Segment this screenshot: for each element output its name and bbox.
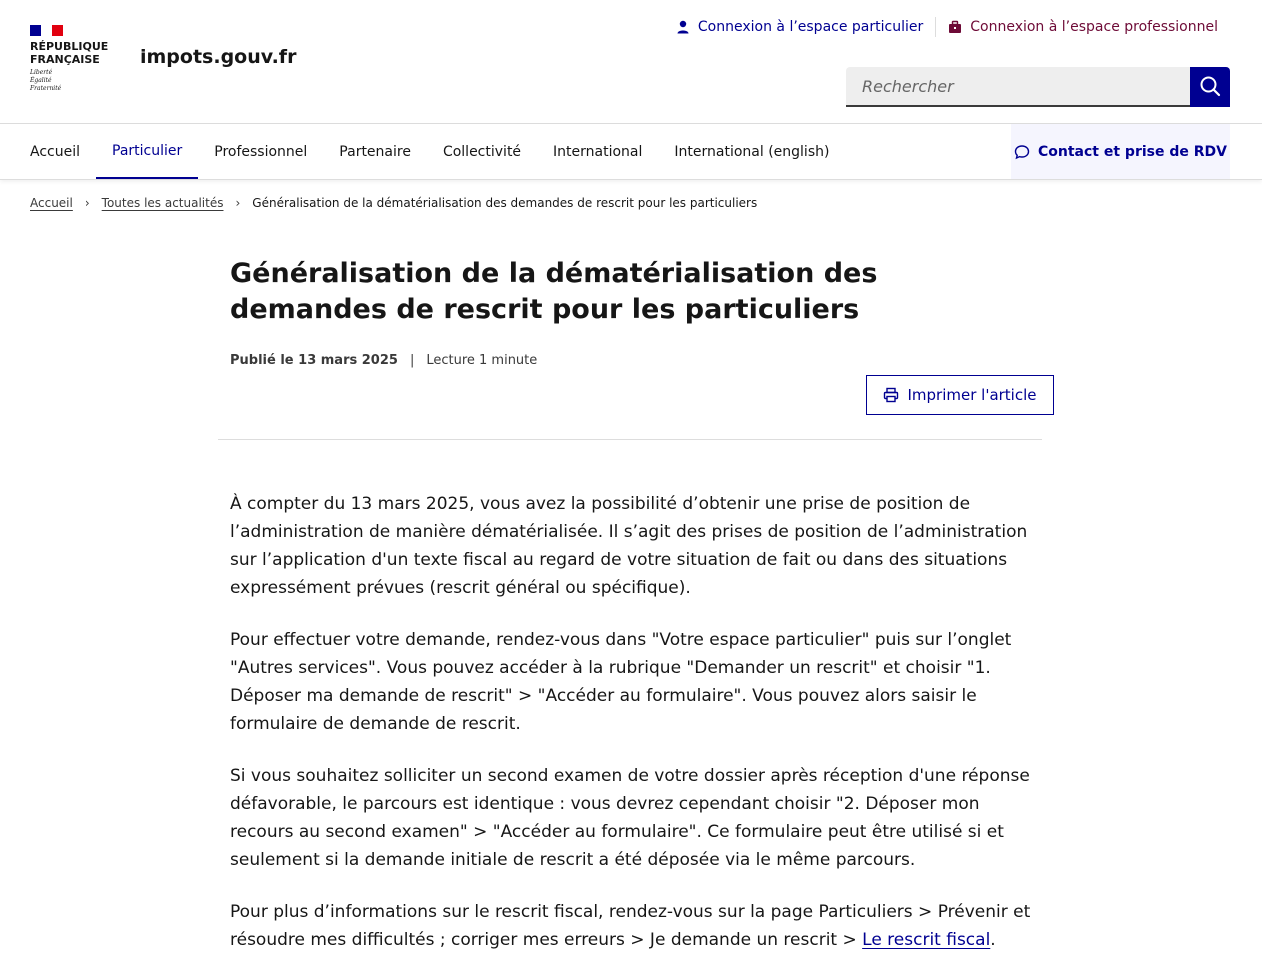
- nav-item-accueil[interactable]: Accueil: [30, 143, 80, 160]
- chat-bubble-icon: [1014, 144, 1030, 160]
- article-paragraph-4-text: Pour plus d’informations sur le rescrit fiscal, rendez-vous sur la page Particuliers > Prévenir et résoudre mes difficultés ; corriger mes erreurs > Je demande un rescrit >: [230, 902, 1031, 950]
- briefcase-icon: [948, 20, 962, 34]
- republic-line-2: FRANÇAISE: [30, 53, 100, 66]
- site-name[interactable]: impots.gouv.fr: [140, 46, 297, 68]
- login-particulier-link[interactable]: [664, 16, 935, 38]
- nav-item-professionnel[interactable]: Professionnel: [214, 143, 308, 160]
- motto-egalite: Égalité: [30, 77, 52, 84]
- nav-item-international[interactable]: International: [553, 143, 643, 160]
- nav-item-international-english[interactable]: International (english): [674, 143, 830, 160]
- site-header: [0, 0, 1262, 124]
- nav-item-partenaire[interactable]: Partenaire: [339, 143, 411, 160]
- breadcrumb-actualites[interactable]: Toutes les actualités: [101, 196, 224, 210]
- search-icon: [1199, 75, 1221, 100]
- rescrit-fiscal-link[interactable]: Le rescrit fiscal: [862, 930, 991, 950]
- user-icon: [676, 20, 690, 34]
- search-bar: [846, 67, 1230, 107]
- contact-rdv-label: Contact et prise de RDV: [1038, 143, 1227, 160]
- login-professionnel-label: Connexion à l’espace professionnel: [970, 19, 1218, 35]
- login-particulier-label: Connexion à l’espace particulier: [697, 19, 924, 35]
- publication-date: Publié le 13 mars 2025: [230, 353, 398, 368]
- article-meta: [230, 353, 537, 368]
- breadcrumb: [30, 196, 757, 210]
- article-title: Généralisation de la dématérialisation des demandes de rescrit pour les particuliers: [230, 258, 878, 325]
- article-divider: [218, 439, 1042, 440]
- contact-rdv-button[interactable]: [1011, 124, 1230, 179]
- motto-liberte: Liberté: [30, 69, 53, 76]
- republic-motto: [30, 69, 120, 93]
- republique-francaise-logo[interactable]: [30, 25, 120, 93]
- search-button[interactable]: [1190, 67, 1230, 107]
- article-paragraph-3: Si vous souhaitez solliciter un second examen de votre dossier après réception d'une réponse défavorable, le parcours est identique : vous devrez cependant choisir "2. Déposer mon recours au second examen" > "Accéder au formulaire". Ce formulaire peut être utilisé si et seulement si la demande initiale de rescrit a été déposée via le même parcours.: [230, 766, 1030, 870]
- nav-items: [14, 124, 845, 179]
- print-article-button[interactable]: [866, 375, 1054, 415]
- breadcrumb-current: Généralisation de la dématérialisation des demandes de rescrit pour les particuliers: [252, 196, 758, 210]
- printer-icon: [883, 387, 899, 403]
- chevron-right-icon: ›: [84, 196, 90, 210]
- article-paragraph-1: À compter du 13 mars 2025, vous avez la possibilité d’obtenir une prise de position de l’administration de manière dématérialisée. Il s’agit des prises de position de l’administration sur l’application d'un texte fiscal au regard de votre situation de fait ou dans des situations expressément prévues (rescrit général ou spécifique).: [230, 494, 1028, 598]
- article-body: [230, 490, 1040, 978]
- search-input[interactable]: [846, 67, 1190, 107]
- nav-item-particulier[interactable]: Particulier: [96, 124, 198, 179]
- breadcrumb-accueil[interactable]: Accueil: [30, 196, 73, 210]
- republic-name: [30, 40, 120, 66]
- print-article-label: Imprimer l'article: [907, 386, 1037, 404]
- quick-links: [664, 16, 1218, 38]
- login-professionnel-link[interactable]: [936, 16, 1218, 38]
- motto-fraternite: Fraternité: [30, 85, 62, 92]
- republic-line-1: RÉPUBLIQUE: [30, 40, 109, 53]
- article-paragraph-4-suffix: .: [990, 930, 996, 950]
- meta-separator: |: [409, 353, 415, 368]
- article-paragraph-2: Pour effectuer votre demande, rendez-vous dans "Votre espace particulier" puis sur l’onglet "Autres services". Vous pouvez accéder à la rubrique "Demander un rescrit" et choisir "1. Déposer ma demande de rescrit" > "Accéder au formulaire". Vous pouvez alors saisir le formulaire de demande de rescrit.: [230, 630, 1012, 734]
- chevron-right-icon: ›: [235, 196, 241, 210]
- french-flag-icon: [30, 25, 63, 36]
- main-navigation: [0, 124, 1262, 180]
- article-paragraph-4: [230, 898, 1040, 954]
- reading-time: Lecture 1 minute: [426, 353, 538, 368]
- nav-item-collectivite[interactable]: Collectivité: [442, 143, 522, 160]
